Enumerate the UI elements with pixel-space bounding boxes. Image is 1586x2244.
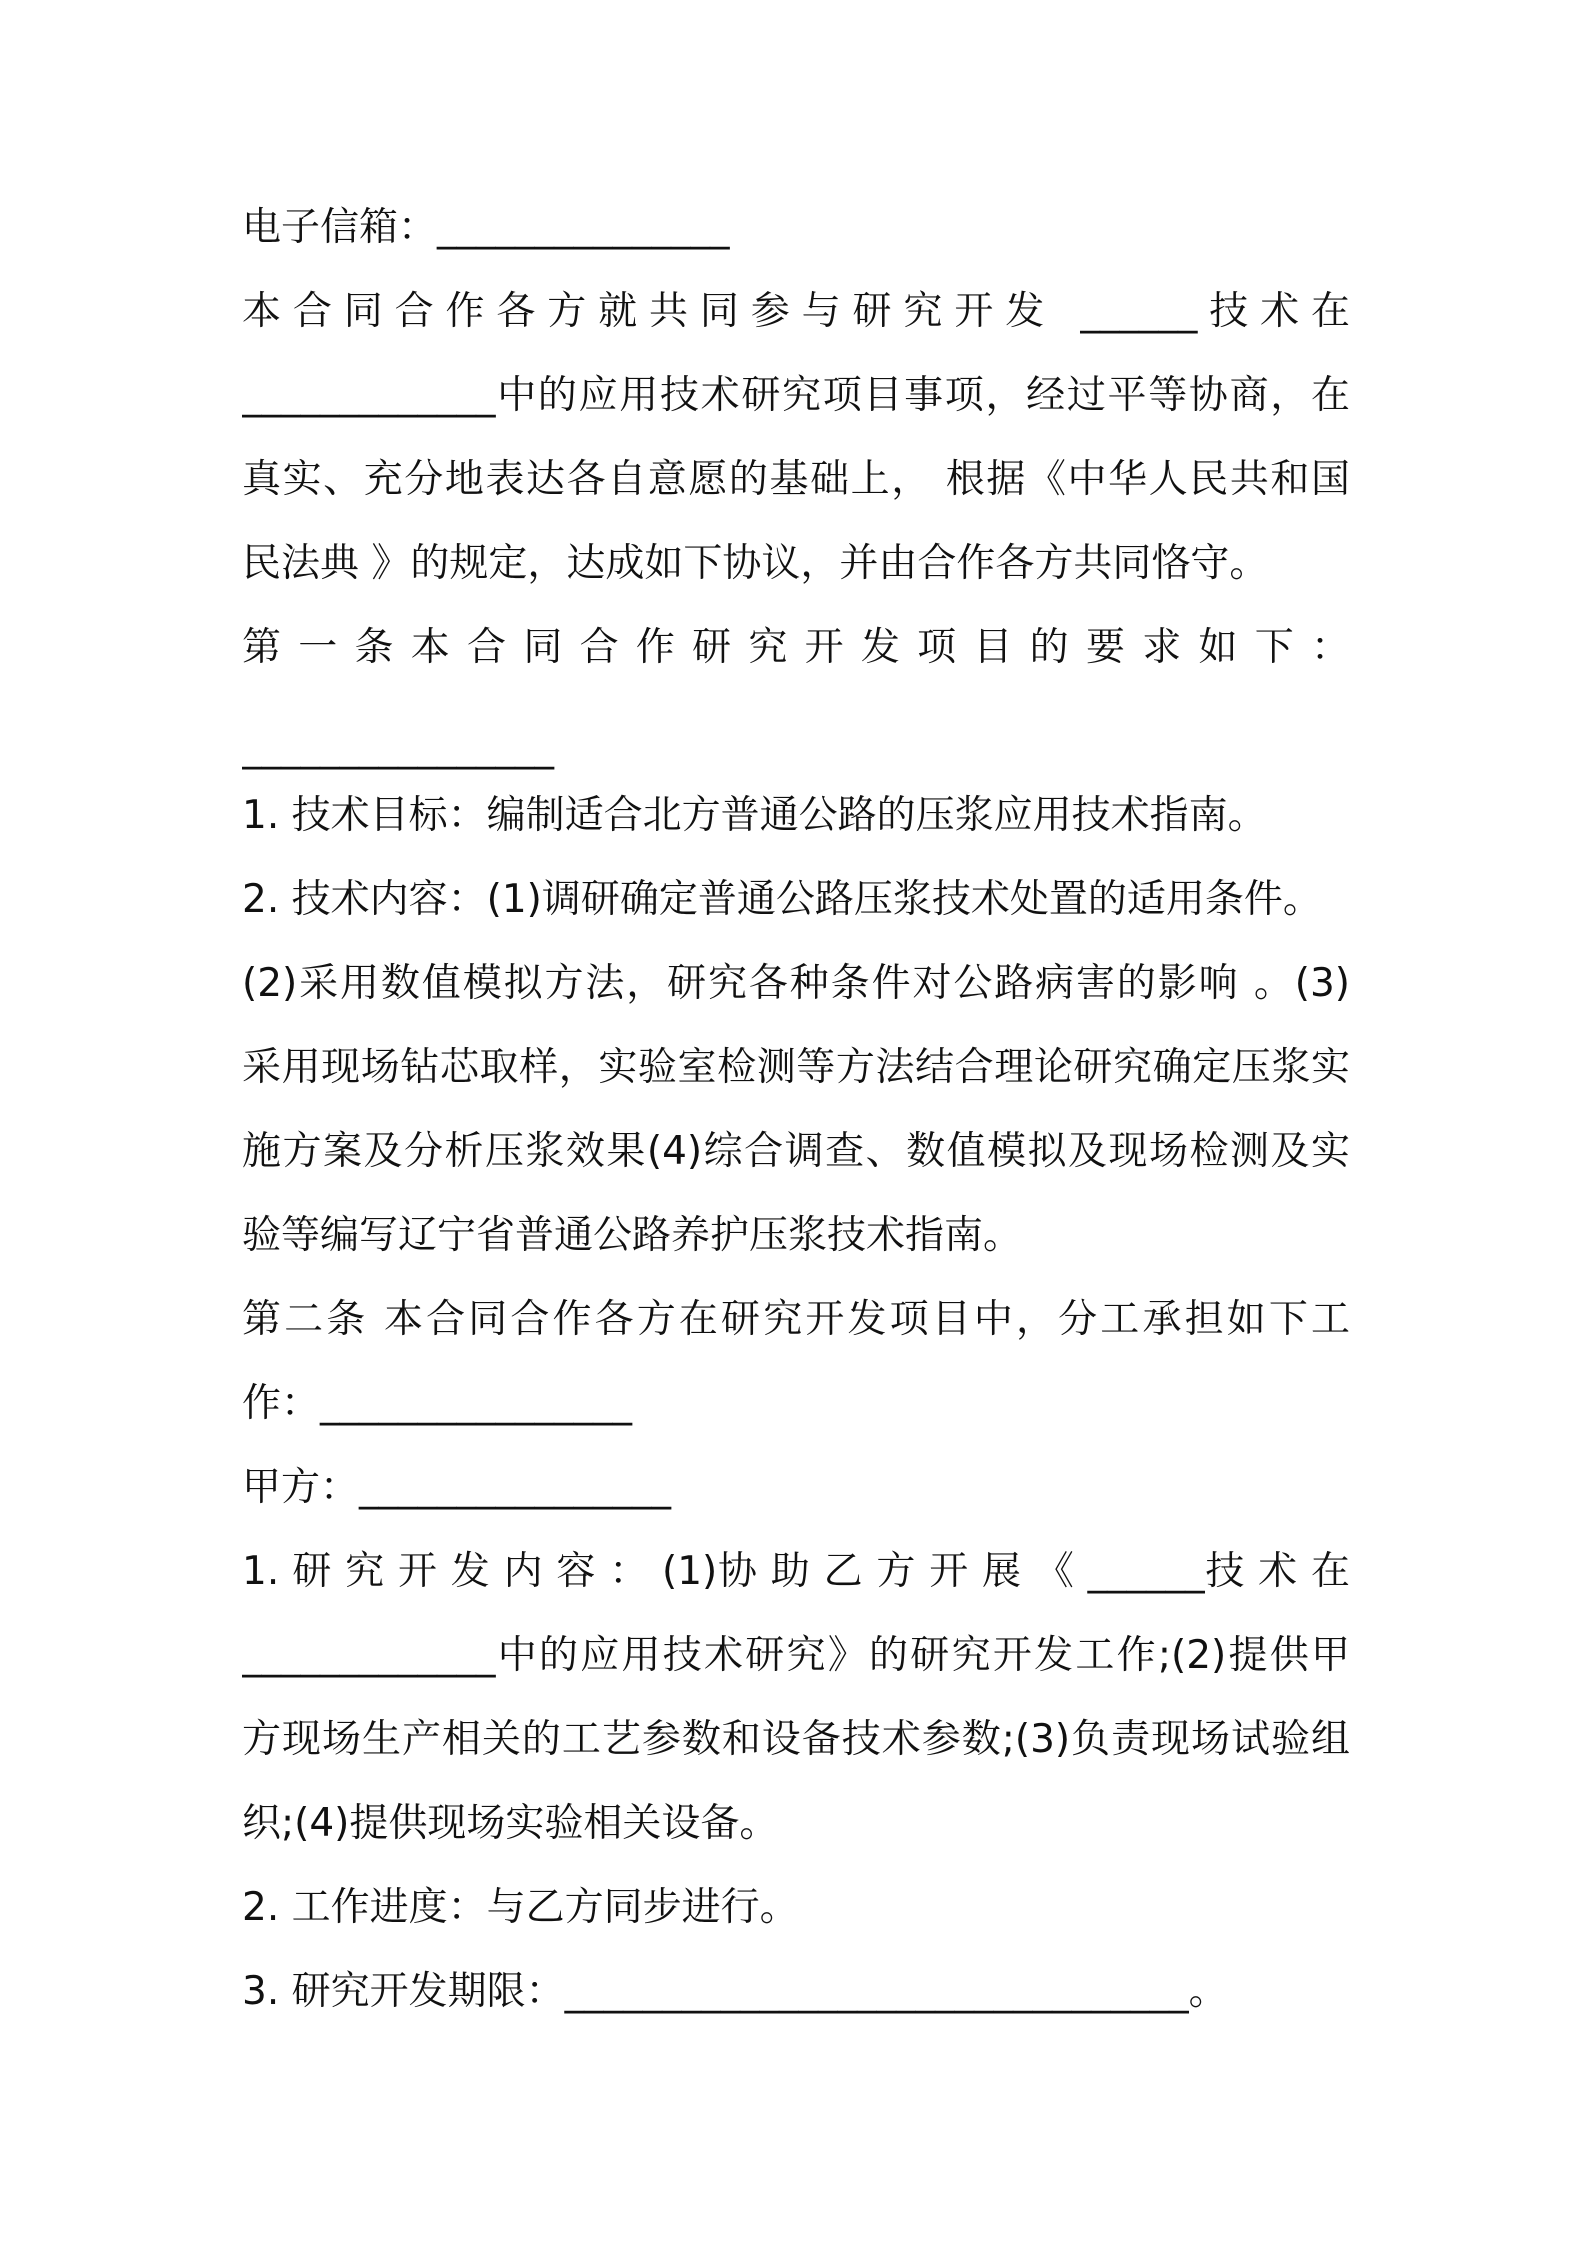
paragraph-line: 方现场生产相关的工艺参数和设备技术参数;(3)负责现场试验组 [242,1717,1350,1762]
paragraph-line: _____________中的应用技术研究项目事项，经过平等协商，在 [242,373,1350,418]
list-item: 2. 技术内容：(1)调研确定普通公路压浆技术处置的适用条件。 [242,877,1322,922]
paragraph-line: 本合同合作各方就共同参与研究开发 ______技术在 [242,289,1350,334]
list-item: 3. 研究开发期限：________________________________。 [242,1969,1228,2014]
list-item: 1. 技术目标：编制适合北方普通公路的压浆应用技术指南。 [242,793,1267,838]
blank-line: ________________ [242,725,554,770]
article-one-heading: 第 一 条 本 合 同 合 作 研 究 开 发 项 目 的 要 求 如 下 ： [242,625,1350,670]
email-line: 电子信箱：_______________ [242,205,730,250]
article-two-heading: 第二条 本合同合作各方在研究开发项目中，分工承担如下工 [242,1297,1350,1342]
paragraph-line: 验等编写辽宁省普通公路养护压浆技术指南。 [242,1213,1023,1258]
paragraph-line: 施方案及分析压浆效果(4)综合调查、数值模拟及现场检测及实 [242,1129,1350,1174]
party-a-line: 甲方：________________ [242,1465,672,1510]
paragraph-line: 真实、充分地表达各自意愿的基础上， 根据《中华人民共和国 [242,457,1350,502]
paragraph-line: _____________中的应用技术研究》的研究开发工作;(2)提供甲 [242,1633,1350,1678]
paragraph-line: 织;(4)提供现场实验相关设备。 [242,1801,779,1846]
list-item: 2. 工作进度：与乙方同步进行。 [242,1885,799,1930]
paragraph-line: 作：________________ [242,1381,633,1426]
paragraph-line: 民法典 》的规定，达成如下协议，并由合作各方共同恪守。 [242,541,1269,586]
paragraph-line: 采用现场钻芯取样，实验室检测等方法结合理论研究确定压浆实 [242,1045,1350,1090]
list-item: 1. 研 究 开 发 内 容 ： (1)协 助 乙 方 开 展 《 ______技 术 在 [242,1549,1350,1594]
paragraph-line: (2)采用数值模拟方法，研究各种条件对公路病害的影响 。(3) [242,961,1350,1006]
